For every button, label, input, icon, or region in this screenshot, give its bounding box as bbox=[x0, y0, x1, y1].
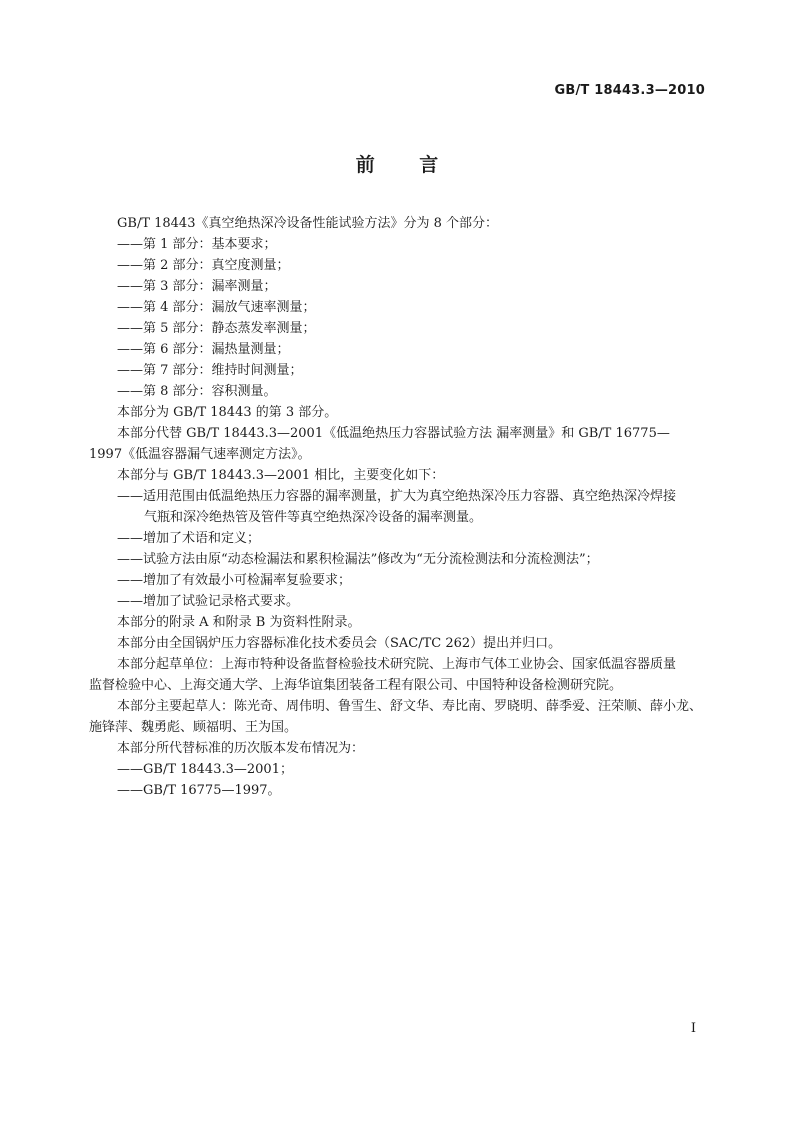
list-item-history-1997: ——GB/T 16775—1997。 bbox=[117, 783, 281, 798]
list-item-part-5: ——第 5 部分：静态蒸发率测量； bbox=[117, 321, 316, 336]
list-item-change-recheck: ——增加了有效最小可检漏率复验要求； bbox=[117, 573, 352, 588]
list-item-history-2001: ——GB/T 18443.3—2001； bbox=[117, 762, 293, 777]
list-item-part-2: ——第 2 部分：真空度测量； bbox=[117, 258, 290, 273]
paragraph-history-intro: 本部分所代替标准的历次版本发布情况为： bbox=[117, 741, 365, 756]
list-item-change-record: ——增加了试验记录格式要求。 bbox=[117, 594, 300, 609]
list-item-part-3: ——第 3 部分：漏率测量； bbox=[117, 279, 277, 294]
page-title: 前 言 bbox=[355, 154, 439, 176]
paragraph-proposed-by: 本部分由全国锅炉压力容器标准化技术委员会（SAC/TC 262）提出并归口。 bbox=[117, 636, 562, 651]
standard-code: GB/T 18443.3—2010 bbox=[554, 83, 705, 98]
paragraph-drafting-units: 本部分起草单位：上海市特种设备监督检验技术研究院、上海市气体工业协会、国家低温容器质量 bbox=[117, 657, 677, 672]
paragraph-changes-intro: 本部分与 GB/T 18443.3—2001 相比，主要变化如下： bbox=[117, 468, 445, 483]
paragraph-drafters-cont: 施锋萍、魏勇彪、顾福明、王为国。 bbox=[89, 720, 298, 735]
paragraph-drafters: 本部分主要起草人：陈光奇、周伟明、鲁雪生、舒文华、寿比南、罗晓明、薛季爱、汪荣顺、薛小龙、 bbox=[117, 699, 703, 714]
paragraph-replaces-cont: 1997《低温容器漏气速率测定方法》。 bbox=[89, 447, 311, 462]
list-item-part-4: ——第 4 部分：漏放气速率测量； bbox=[117, 300, 316, 315]
list-item-change-method: ——试验方法由原“动态检漏法和累积检漏法”修改为“无分流检测法和分流检测法”； bbox=[117, 552, 599, 567]
list-item-change-terms: ——增加了术语和定义； bbox=[117, 531, 261, 546]
list-item-change-scope: ——适用范围由低温绝热压力容器的漏率测量，扩大为真空绝热深冷压力容器、真空绝热深冷焊接 bbox=[117, 489, 677, 504]
paragraph-replaces: 本部分代替 GB/T 18443.3—2001《低温绝热压力容器试验方法 漏率测量》和 GB/T 16775— bbox=[117, 426, 670, 441]
paragraph-annex: 本部分的附录 A 和附录 B 为资料性附录。 bbox=[117, 615, 361, 630]
list-item-part-7: ——第 7 部分：维持时间测量； bbox=[117, 363, 303, 378]
page-number: I bbox=[690, 1021, 696, 1036]
paragraph-drafting-units-cont: 监督检验中心、上海交通大学、上海华谊集团装备工程有限公司、中国特种设备检测研究院。 bbox=[89, 678, 623, 693]
paragraph-this-part: 本部分为 GB/T 18443 的第 3 部分。 bbox=[117, 405, 338, 420]
paragraph-intro: GB/T 18443《真空绝热深冷设备性能试验方法》分为 8 个部分： bbox=[117, 216, 499, 231]
preface-body bbox=[89, 213, 709, 801]
list-item-part-8: ——第 8 部分：容积测量。 bbox=[117, 384, 277, 399]
list-item-part-6: ——第 6 部分：漏热量测量； bbox=[117, 342, 290, 357]
list-item-part-1: ——第 1 部分：基本要求； bbox=[117, 237, 277, 252]
list-item-change-scope-cont: 气瓶和深冷绝热管及管件等真空绝热深冷设备的漏率测量。 bbox=[144, 510, 483, 525]
